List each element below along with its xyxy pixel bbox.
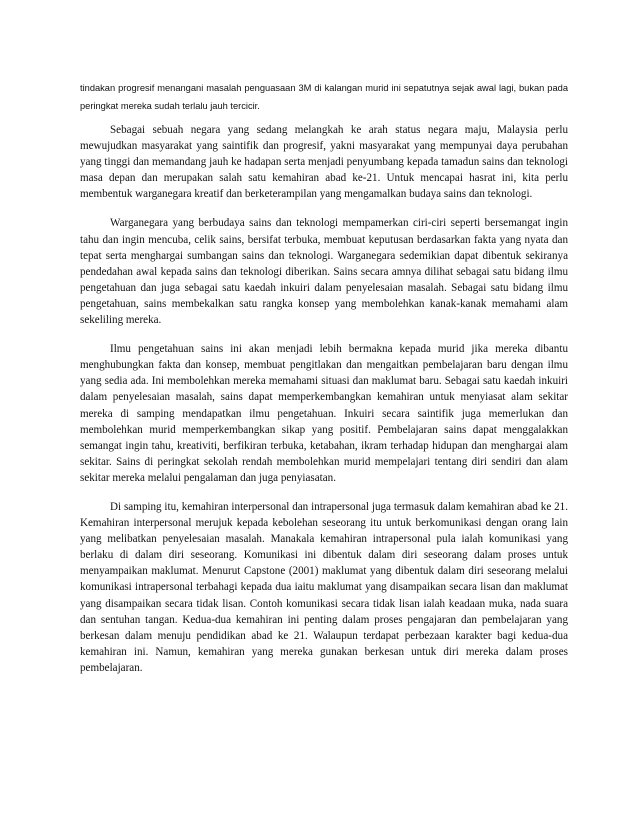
document-body (80, 122, 568, 676)
paragraph-2: Warganegara yang berbudaya sains dan teknologi mempamerkan ciri-ciri seperti bersemangat ingin tahu dan ingin mencuba, celik sains, bersifat terbuka, membuat keputusan berdasarkan fakta yang nyata dan tepat serta menghargai sumbangan sains dan teknologi. Warganegara sedemikian dapat dibentuk sekiranya pendedahan awal kepada sains dan teknologi diberikan. Sains secara amnya dilihat sebagai satu bidang ilmu pengetahuan dan juga sebagai satu kaedah inkuiri dalam penyelesaian masalah. Sebagai satu bidang ilmu pengetahuan, sains membekalkan satu rangka konsep yang membolehkan kanak-kanak memahami alam sekeliling mereka. (80, 217, 568, 327)
intro-text: tindakan progresif menangani masalah penguasaan 3M di kalangan murid ini sepatutnya sejak awal lagi, bukan pada peringkat mereka sudah terlalu jauh tercicir. (80, 83, 568, 112)
paragraph-1: Sebagai sebuah negara yang sedang melangkah ke arah status negara maju, Malaysia perlu mewujudkan masyarakat yang saintifik dan progresif, yakni masyarakat yang mempunyai daya perubahan yang tinggi dan memandang jauh ke hadapan serta menjadi penyumbang kepada tamadun sains dan teknologi masa depan dan merupakan salah satu kemahiran abad ke-21. Untuk mencapai hasrat ini, kita perlu membentuk warganegara kreatif dan berketerampilan yang mengamalkan budaya sains dan teknologi. (80, 124, 568, 201)
paragraph-3: Ilmu pengetahuan sains ini akan menjadi lebih bermakna kepada murid jika mereka dibantu menghubungkan fakta dan konsep, membuat pengitlakan dan mengaitkan pembelajaran baru dengan ilmu yang sedia ada. Ini membolehkan mereka memahami situasi dan maklumat baru. Sebagai satu kaedah inkuiri dalam penyelesaian masalah, sains dapat memperkembangkan kemahiran untuk menyiasat alam sekitar mereka di samping mendapatkan ilmu pengetahuan. Inkuiri secara saintifik juga memerlukan dan membolehkan murid memperkembangkan sikap yang positif. Pembelajaran sains dapat menggalakkan semangat ingin tahu, kreativiti, berfikiran terbuka, ketabahan, ikram terhadap hidupan dan menghargai alam sekitar. Sains di peringkat sekolah rendah membolehkan murid mempelajari tentang diri sendiri dan alam sekitar mereka melalui pengalaman dan juga penyiasatan. (80, 343, 568, 484)
paragraph-4: Di samping itu, kemahiran interpersonal dan intrapersonal juga termasuk dalam kemahiran abad ke 21. Kemahiran interpersonal merujuk kepada kebolehan seseorang itu untuk berkomunikasi dengan orang lain yang melibatkan penyelesaian masalah. Manakala kemahiran intrapersonal pula ialah komunikasi yang berlaku di dalam diri seseorang. Komunikasi ini dibentuk dalam diri seseorang dalam proses untuk menyampaikan maklumat. Menurut Capstone (2001) maklumat yang dibentuk dalam diri seseorang melalui komunikasi intrapersonal terbahagi kepada dua iaitu maklumat yang disampaikan secara lisan dan maklumat yang disampaikan secara tidak lisan. Contoh komunikasi secara tidak lisan ialah keadaan muka, nada suara dan sentuhan tangan. Kedua-dua kemahiran ini penting dalam proses pengajaran dan pembelajaran yang berkesan dalam menuju pendidikan abad ke 21. Walaupun terdapat perbezaan karakter bagi kedua-dua kemahiran ini. Namun, kemahiran yang mereka gunakan berkesan untuk diri mereka dalam proses pembelajaran. (80, 500, 568, 674)
